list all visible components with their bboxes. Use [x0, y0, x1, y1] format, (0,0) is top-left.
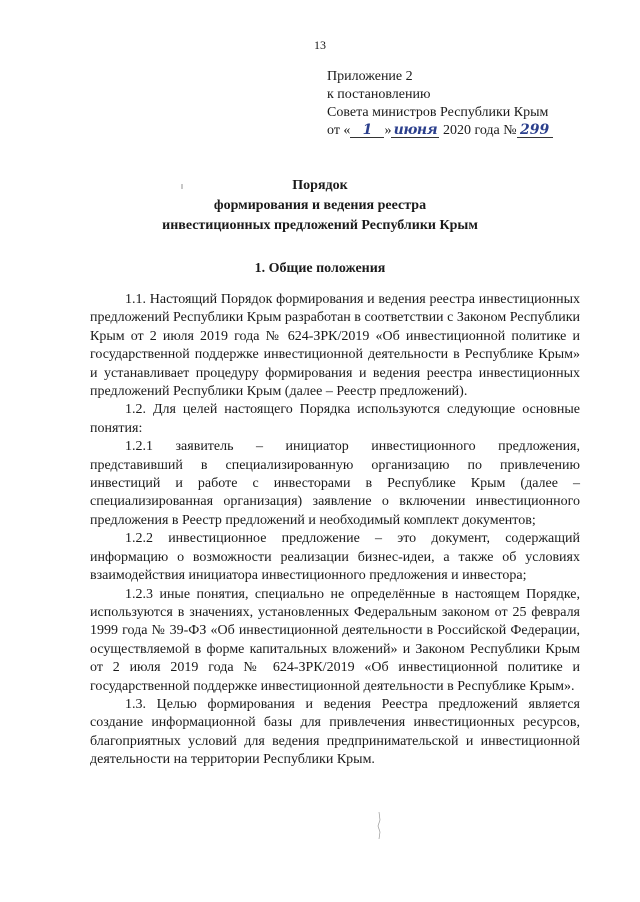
title-line-3: инвестиционных предложений Республики Крым: [162, 218, 478, 233]
section-body: [90, 291, 580, 770]
handwritten-doc-number: 299: [517, 123, 553, 138]
appendix-date-line: [327, 122, 627, 140]
title-line-1: Порядок: [292, 178, 348, 193]
paragraph-1-2-1: 1.2.1 заявитель – инициатор инвестиционного предложения, представивший в специализированную организацию по привлечению инвестиций и работе с инвесторами в Республике Крым (далее – специализированная организация) заявление о включении инвестиционного предложения в Реестр предложений и необходимый комплект документов;: [90, 439, 580, 528]
appendix-resolution-ref: к постановлению: [327, 87, 431, 102]
paragraph-1-1: 1.1. Настоящий Порядок формирования и ведения реестра инвестиционных предложений Республики Крым разработан в соответствии с Законом Республики Крым от 2 июля 2019 года № 624-ЗРК/2019 «Об инвестиционной политике и государственной поддержке инвестиционной деятельности в Республике Крым» и устанавливает процедуру формирования и ведения реестра инвестиционных предложений Республики Крым (далее – Реестр предложений).: [90, 292, 580, 400]
paragraph-1-3: 1.3. Целью формирования и ведения Реестра предложений является создание информационной базы для привлечения инвестиционных ресурсов, благоприятных условий для ведения предпринимательской и инвестиционной деятельности на территории Республики Крым.: [90, 696, 580, 768]
scan-mark-1: [180, 184, 184, 190]
scan-mark-2: [374, 812, 384, 840]
handwritten-day: 1: [350, 123, 384, 138]
section-heading: 1. Общие положения: [254, 261, 386, 276]
date-mid: »: [384, 123, 392, 138]
page-number: 13: [314, 38, 326, 52]
paragraph-1-2-2: 1.2.2 инвестиционное предложение – это документ, содержащий информацию о возможности реализации бизнес-идеи, а также об условиях взаимодействия инициатора инвестиционного предложения и инвестора;: [90, 531, 580, 584]
paragraph-1-2: 1.2. Для целей настоящего Порядка используются следующие основные понятия:: [90, 402, 580, 436]
date-prefix: от «: [327, 123, 351, 138]
handwritten-month: июня: [391, 123, 439, 138]
date-year: 2020 года №: [442, 123, 517, 138]
appendix-block: [327, 68, 627, 140]
title-line-2: формирования и ведения реестра: [213, 198, 427, 213]
paragraph-1-2-3: 1.2.3 иные понятия, специально не определённые в настоящем Порядке, используются в значениях, установленных Федеральным законом от 25 февраля 1999 года № 39-ФЗ «Об инвестиционной деятельности в Российской Федерации, осуществляемой в форме капитальных вложений» и Законом Республики Крым от 2 июля 2019 года № 624-ЗРК/2019 «Об инвестиционной политике и государственной поддержке инвестиционной деятельности в Республике Крым».: [90, 586, 580, 694]
appendix-authority: Совета министров Республики Крым: [327, 105, 549, 120]
document-title: [60, 176, 580, 236]
appendix-label: Приложение 2: [327, 69, 413, 84]
